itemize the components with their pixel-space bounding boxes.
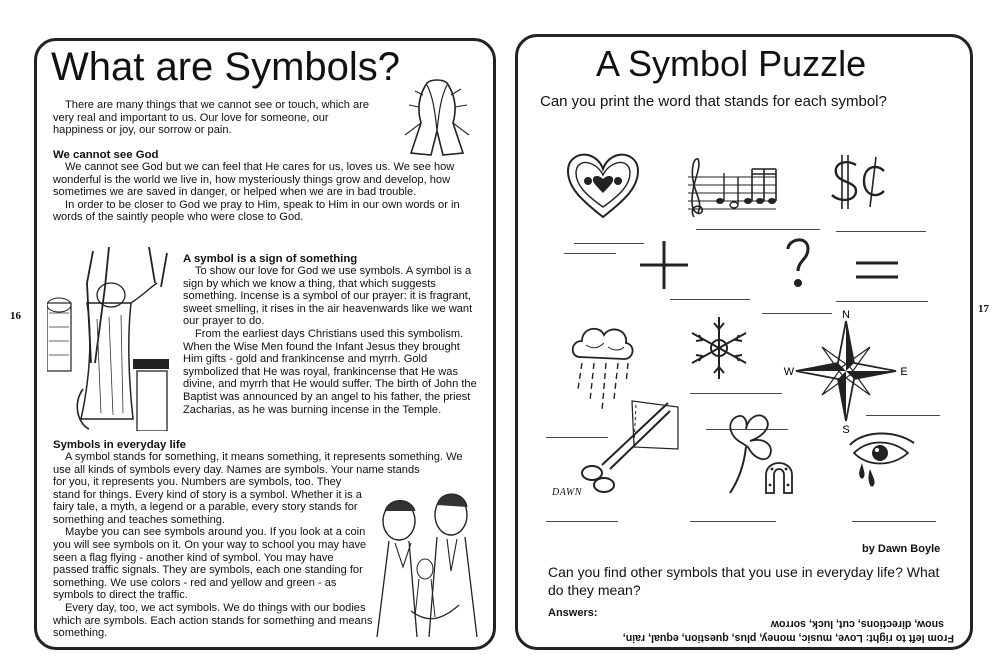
answer-blank[interactable]: [690, 521, 776, 522]
answer-blank[interactable]: [564, 253, 616, 254]
page-number-right: 17: [978, 303, 989, 315]
page-number-left: 16: [10, 310, 21, 322]
paragraph: for you, it represents you. Numbers are symbols, too. They stand for things. Every kind of story is a symbol. Whether it is a fairy tale, a myth, a legend or a parable, every story stands for something and teaches something.: [53, 476, 362, 526]
page-title: A Symbol Puzzle: [596, 43, 867, 84]
section-heading: A symbol is a sign of something: [183, 253, 358, 265]
answer-blank[interactable]: [670, 299, 750, 300]
paragraph: We cannot see God but we can feel that He cares for us, loves us. We see how wonderful is the world we live in, how mysteriously things grow and develop, how sometimes we are saved in danger, or helped when we are in bad trouble.: [53, 161, 455, 199]
music-notes-icon: [680, 155, 780, 219]
compass-north-label: N: [842, 309, 850, 321]
page-title: What are Symbols?: [51, 45, 401, 89]
worship-scene-illustration: [47, 243, 177, 431]
answers-line: From left to right: Love, music, money, plus, question, equal, rain,: [622, 632, 954, 644]
answer-blank[interactable]: [546, 521, 618, 522]
answer-blank[interactable]: [836, 231, 926, 232]
answer-blank[interactable]: [696, 229, 820, 230]
answer-blank[interactable]: [836, 301, 928, 302]
money-icon: [826, 153, 888, 211]
compass-west-label: W: [783, 366, 795, 378]
paragraph: Maybe you can see symbols around you. If you look at a coin you will see symbols on it. On your way to school you may have seen a flag flying - another kind of symbol. You may have passed traffic signals. They are symbols, each one standing for something. We use colors - red and yellow and green - as symbols to direct the traffic.: [53, 526, 367, 602]
compass-east-label: E: [900, 366, 908, 378]
answers-label: Answers:: [548, 607, 598, 619]
answers-upside-down: [540, 611, 954, 645]
people-illustration: [371, 487, 483, 645]
heart-icon: [564, 151, 642, 221]
plus-icon: [636, 237, 692, 293]
paragraph: To show our love for God we use symbols. A symbol is a sign by which we know a thing, that which suggests something. Incense is a symbol of our prayer: it is fragrant, sweet smelling, it rises in the air heavenwards like we want our prayer to do.: [183, 265, 473, 328]
paragraph: In order to be closer to God we pray to Him, speak to Him in our own words or in words of the saintly people who were close to God.: [53, 198, 460, 224]
scissors-icon: [574, 393, 684, 497]
section-heading: We cannot see God: [53, 149, 159, 161]
snowflake-icon: [684, 313, 754, 383]
crying-eye-icon: [844, 429, 920, 491]
right-page: [515, 34, 973, 650]
byline: by Dawn Boyle: [862, 543, 941, 555]
puzzle-instructions: Can you print the word that stands for each symbol?: [540, 93, 887, 110]
paragraph: From the earliest days Christians used this symbolism. When the Wise Men found the Infant Jesus they brought Him gifts - gold and frankincense and myrrh. Gold symbolized that He was royal, frankincense that He was divine, and myrrh that He would suffer. The birth of John the Baptist was announced by an angel to his father, the priest Zacharias, as he was burning incense in the Temple.: [183, 327, 477, 416]
equal-icon: [852, 255, 902, 285]
answers-line: snow, directions, cut, luck, sorrow: [770, 618, 944, 630]
answer-blank[interactable]: [690, 393, 782, 394]
paragraph: Every day, too, we act symbols. We do things with our bodies which are symbols. Each action stands for something and means something.: [53, 602, 373, 640]
section-heading: Symbols in everyday life: [53, 439, 186, 451]
question-icon: [780, 233, 816, 291]
answer-blank[interactable]: [574, 243, 644, 244]
paragraph: A symbol stands for something, it means something, it represents something. We use all kinds of symbols every day. Names are symbols. Your name stands: [53, 451, 463, 476]
clover-horseshoe-icon: [714, 403, 804, 499]
intro-paragraph: There are many things that we cannot see or touch, which are very real and important to us. Our love for someone, our happiness or joy, our sorrow or pain.: [53, 99, 370, 137]
compass-south-label: S: [842, 424, 850, 435]
left-page: [34, 38, 496, 650]
followup-question: Can you find other symbols that you use in everyday life? What do they mean?: [548, 564, 940, 598]
answer-blank[interactable]: [852, 521, 936, 522]
artist-signature: DAWN: [552, 487, 582, 498]
answer-blank[interactable]: [866, 415, 940, 416]
